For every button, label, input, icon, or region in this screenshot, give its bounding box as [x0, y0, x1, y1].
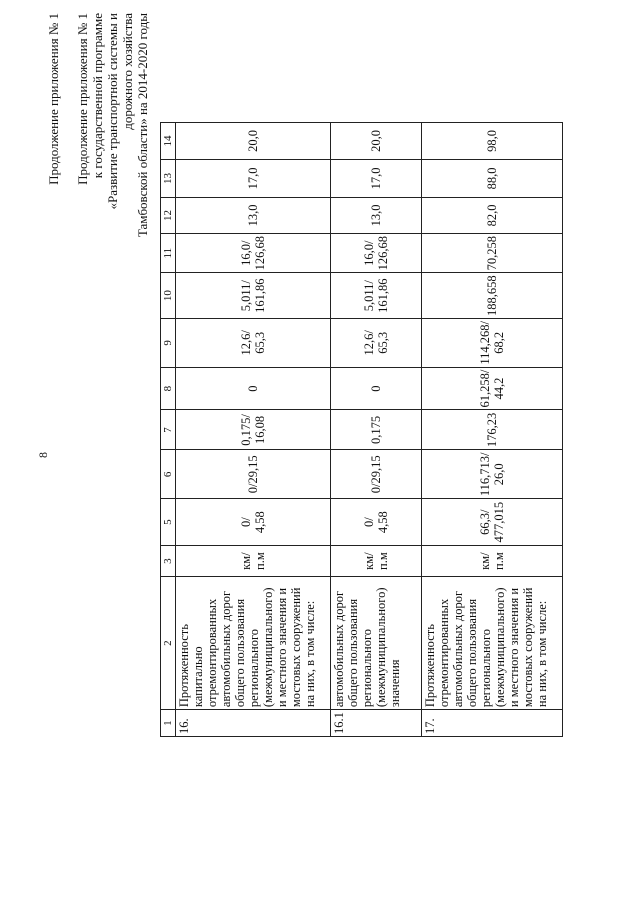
page-number: 8 — [36, 452, 50, 458]
value-cell: 13,0 — [176, 197, 331, 233]
value-cell: 13,0 — [331, 197, 422, 233]
unit-cell: км/ п.м — [331, 546, 422, 577]
col-num: 8 — [161, 367, 176, 410]
appendix-line-3: «Развитие транспортной системы и дорожного хозяйства — [105, 13, 135, 210]
col-num: 3 — [161, 546, 176, 577]
value-cell: 114,268/ 68,2 — [422, 318, 563, 367]
appendix-line-1: Продолжение приложения № 1 — [75, 13, 90, 185]
value-cell: 61,258/ 44,2 — [422, 367, 563, 410]
appendix-header — [46, 13, 150, 253]
value-cell: 0/ 4,58 — [331, 499, 422, 546]
value-cell: 0,175 — [331, 410, 422, 450]
value-cell: 0/29,15 — [176, 450, 331, 499]
table-row — [422, 122, 563, 736]
value-cell: 82,0 — [422, 197, 563, 233]
value-cell: 98,0 — [422, 122, 563, 159]
row-description: Протяженность отремонтированных автомобильных дорог общего пользования регионального (межмуниципального) и местного значения и мостовых сооружений на них, в том числе: — [422, 577, 563, 710]
col-num: 1 — [161, 710, 176, 737]
row-number: 16.1 — [331, 710, 422, 737]
value-cell: 66,3/ 477,015 — [422, 499, 563, 546]
value-cell: 12,6/ 65,3 — [176, 318, 331, 367]
value-cell: 0 — [176, 367, 331, 410]
col-num: 9 — [161, 318, 176, 367]
column-number-row — [161, 122, 176, 736]
col-num: 5 — [161, 499, 176, 546]
col-num: 12 — [161, 197, 176, 233]
col-num: 7 — [161, 410, 176, 450]
value-cell: 0/ 4,58 — [176, 499, 331, 546]
value-cell: 16,0/ 126,68 — [176, 233, 331, 272]
col-num: 11 — [161, 233, 176, 272]
row-description: Протяженность капитально отремонтированных автомобильных дорог общего пользования регионального (межмуниципального) и местного значения и мостовых сооружений на них, в том числе: — [176, 577, 331, 710]
appendix-line-4: Тамбовской области» на 2014-2020 годы — [135, 13, 150, 238]
unit-cell: км/ п.м — [176, 546, 331, 577]
col-num: 2 — [161, 577, 176, 710]
value-cell: 188,658 — [422, 273, 563, 319]
value-cell: 0,175/ 16,08 — [176, 410, 331, 450]
value-cell: 20,0 — [331, 122, 422, 159]
value-cell: 176,23 — [422, 410, 563, 450]
col-num: 6 — [161, 450, 176, 499]
table-row — [176, 122, 331, 736]
value-cell: 17,0 — [176, 159, 331, 197]
row-number: 16. — [176, 710, 331, 737]
unit-cell: км/ п.м — [422, 546, 563, 577]
value-cell: 16,0/ 126,68 — [331, 233, 422, 272]
value-cell: 5,011/ 161,86 — [331, 273, 422, 319]
value-cell: 12,6/ 65,3 — [331, 318, 422, 367]
value-cell: 0 — [331, 367, 422, 410]
value-cell: 88,0 — [422, 159, 563, 197]
value-cell: 116,713/ 26,0 — [422, 450, 563, 499]
table-row — [331, 122, 422, 736]
value-cell: 17,0 — [331, 159, 422, 197]
value-cell: 20,0 — [176, 122, 331, 159]
row-number: 17. — [422, 710, 563, 737]
value-cell: 0/29,15 — [331, 450, 422, 499]
row-description: автомобильных дорог общего пользования регионального (межмуниципального) значения — [331, 577, 422, 710]
col-num: 10 — [161, 273, 176, 319]
continuation-note: Продолжение приложения № 1 — [46, 13, 61, 185]
appendix-line-2: к государственной программе — [90, 13, 105, 179]
value-cell: 5,011/ 161,86 — [176, 273, 331, 319]
col-num: 13 — [161, 159, 176, 197]
indicators-table — [160, 122, 563, 737]
col-num: 14 — [161, 122, 176, 159]
value-cell: 70,258 — [422, 233, 563, 272]
